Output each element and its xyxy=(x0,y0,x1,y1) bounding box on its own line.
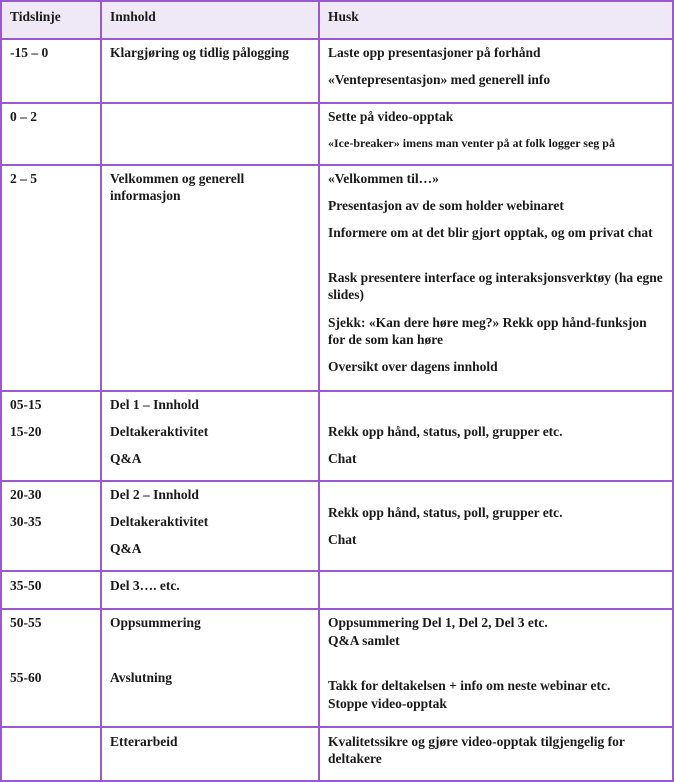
remember-text: Stoppe video-opptak xyxy=(328,696,447,711)
content-cell xyxy=(102,572,320,608)
remember-cell xyxy=(320,104,672,164)
timeline-text: 35-50 xyxy=(10,578,42,593)
content-text: Q&A xyxy=(110,451,142,466)
remember-text: Rekk opp hånd, status, poll, grupper etc. xyxy=(328,424,563,439)
remember-text: Informere om at det blir gjort opptak, og om privat chat xyxy=(328,225,653,240)
timeline-cell xyxy=(2,40,102,102)
content-text: Avslutning xyxy=(110,670,173,685)
timeline-cell xyxy=(2,392,102,480)
remember-text: Kvalitetssikre og gjøre video-opptak tilgjengelig for deltakere xyxy=(328,734,625,766)
remember-cell xyxy=(320,728,672,780)
timeline-text: 05-15 xyxy=(10,397,42,412)
timeline-text: 0 – 2 xyxy=(10,109,37,124)
content-text: Velkommen og generell informasjon xyxy=(110,171,245,203)
header-cell-content xyxy=(102,2,320,38)
content-cell xyxy=(102,482,320,570)
content-text: Klargjøring og tidlig pålogging xyxy=(110,45,289,60)
header-cell-remember xyxy=(320,2,672,38)
content-cell xyxy=(102,40,320,102)
timeline-text: 15-20 xyxy=(10,424,42,439)
remember-text: Chat xyxy=(328,532,357,547)
content-text: Oppsummering xyxy=(110,615,201,630)
content-text: Etterarbeid xyxy=(110,734,178,749)
content-cell xyxy=(102,392,320,480)
remember-text: «Ventepresentasjon» med generell info xyxy=(328,72,551,87)
timeline-cell xyxy=(2,166,102,390)
content-text: Deltakeraktivitet xyxy=(110,424,209,439)
remember-text: Oversikt over dagens innhold xyxy=(328,359,498,374)
remember-text: Takk for deltakelsen + info om neste webinar etc. xyxy=(328,678,611,693)
remember-text: «Ice-breaker» imens man venter på at folk logger seg på xyxy=(328,136,615,150)
timeline-text: 30-35 xyxy=(10,514,42,529)
table-row xyxy=(2,610,672,728)
content-cell xyxy=(102,610,320,726)
header-label: Innhold xyxy=(110,9,156,24)
remember-text: Q&A samlet xyxy=(328,633,400,648)
content-cell xyxy=(102,728,320,780)
remember-text: Presentasjon av de som holder webinaret xyxy=(328,198,564,213)
header-label: Husk xyxy=(328,9,359,24)
content-cell xyxy=(102,166,320,390)
table-row xyxy=(2,166,672,392)
table-row xyxy=(2,572,672,610)
content-text: Del 1 – Innhold xyxy=(110,397,199,412)
timeline-cell xyxy=(2,728,102,780)
table-row xyxy=(2,40,672,104)
remember-text: Chat xyxy=(328,451,357,466)
remember-cell xyxy=(320,610,672,726)
content-text: Del 3…. etc. xyxy=(110,578,180,593)
remember-text: Rask presentere interface og interaksjonsverktøy (ha egne slides) xyxy=(328,270,663,302)
table-row xyxy=(2,104,672,166)
timeline-text: 55-60 xyxy=(10,670,42,685)
remember-cell xyxy=(320,572,672,608)
remember-text: Sette på video-opptak xyxy=(328,109,454,124)
table-header-row xyxy=(2,2,672,40)
table-row xyxy=(2,728,672,780)
remember-cell xyxy=(320,40,672,102)
timeline-text: 2 – 5 xyxy=(10,171,37,186)
timeline-cell xyxy=(2,104,102,164)
content-text: Del 2 – Innhold xyxy=(110,487,199,502)
remember-cell xyxy=(320,166,672,390)
header-cell-timeline xyxy=(2,2,102,38)
table-row xyxy=(2,482,672,572)
remember-cell xyxy=(320,392,672,480)
remember-cell xyxy=(320,482,672,570)
content-text: Q&A xyxy=(110,541,142,556)
table-row xyxy=(2,392,672,482)
remember-text: Sjekk: «Kan dere høre meg?» Rekk opp hånd-funksjon for de som kan høre xyxy=(328,315,647,347)
content-cell xyxy=(102,104,320,164)
timeline-text: 20-30 xyxy=(10,487,42,502)
timeline-cell xyxy=(2,610,102,726)
timeline-text: -15 – 0 xyxy=(10,45,49,60)
timeline-cell xyxy=(2,572,102,608)
timeline-text: 50-55 xyxy=(10,615,42,630)
content-text: Deltakeraktivitet xyxy=(110,514,209,529)
remember-text: Laste opp presentasjoner på forhånd xyxy=(328,45,541,60)
timeline-cell xyxy=(2,482,102,570)
remember-text: Rekk opp hånd, status, poll, grupper etc. xyxy=(328,505,563,520)
remember-text: Oppsummering Del 1, Del 2, Del 3 etc. xyxy=(328,615,548,630)
remember-text: «Velkommen til…» xyxy=(328,171,439,186)
header-label: Tidslinje xyxy=(10,9,61,24)
